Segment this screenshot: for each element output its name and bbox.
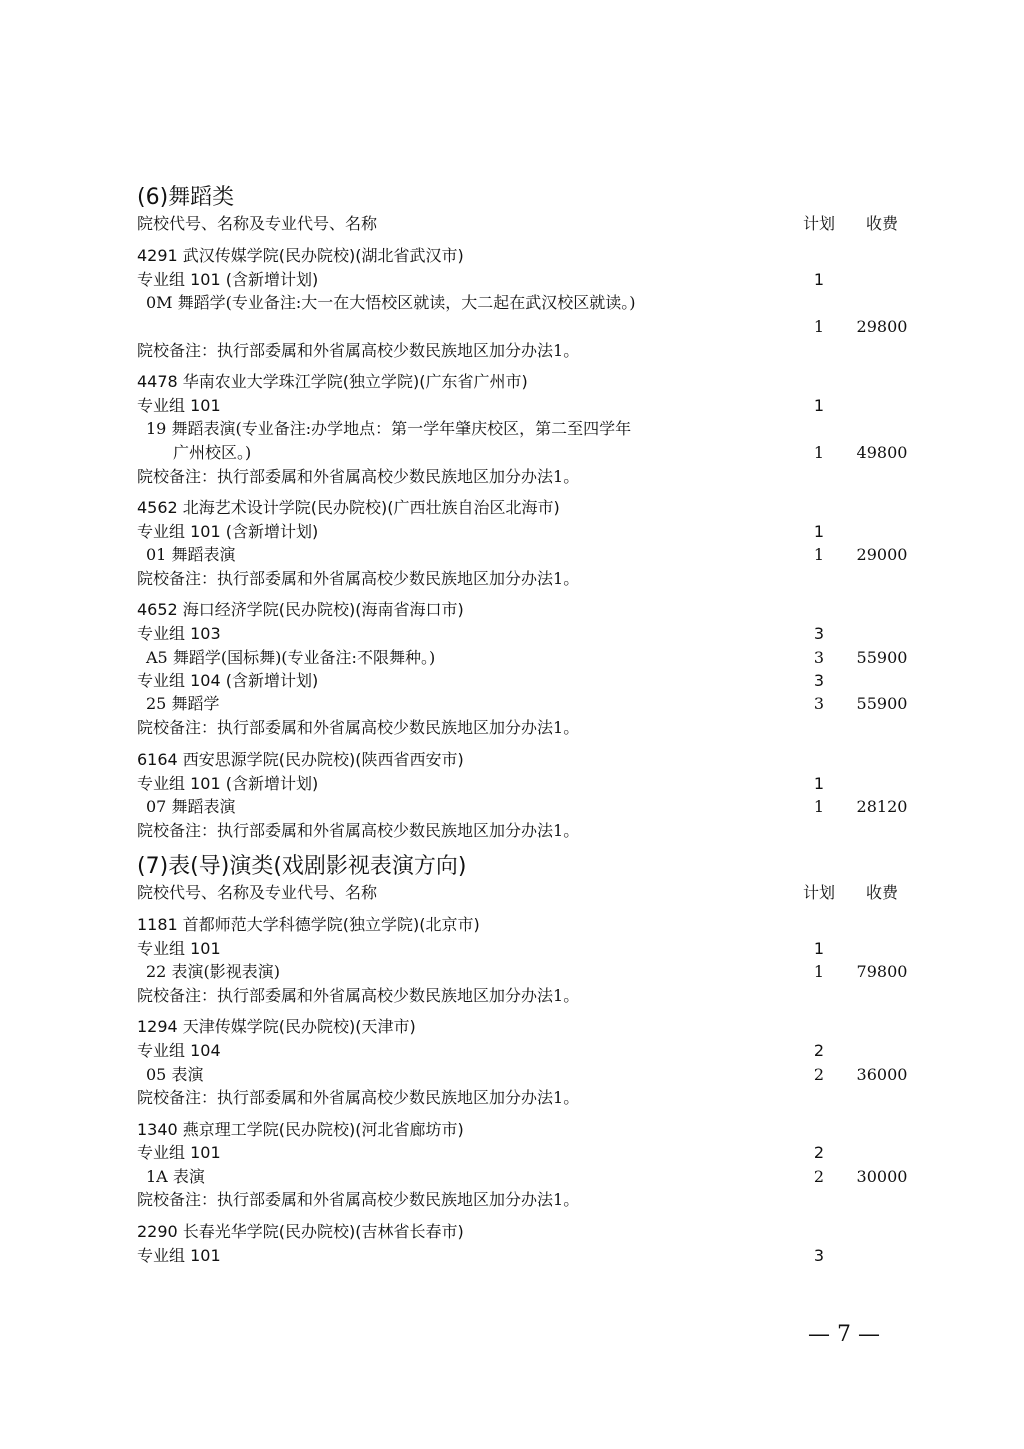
- institution-row: 6164 西安思源学院(民办院校)(陕西省西安市): [137, 750, 464, 769]
- plan-value: 2: [813, 1167, 825, 1186]
- column-header-row: [137, 212, 917, 236]
- plan-value: 3: [813, 648, 825, 667]
- plan-value: 3: [813, 694, 825, 713]
- plan-value: 1: [813, 396, 825, 415]
- remark-row: 院校备注：执行部委属和外省属高校少数民族地区加分办法1。: [137, 341, 580, 360]
- fee-value: 55900: [856, 694, 908, 713]
- institution-row: 4291 武汉传媒学院(民办院校)(湖北省武汉市): [137, 246, 464, 265]
- institution-row: 1294 天津传媒学院(民办院校)(天津市): [137, 1017, 416, 1036]
- major-row: 22 表演(影视表演) 1 79800: [137, 960, 917, 984]
- plan-value: 1: [813, 317, 825, 336]
- major-row: A5 舞蹈学(国标舞)(专业备注:不限舞种。) 3 55900: [137, 646, 917, 670]
- column-header-institution: 院校代号、名称及专业代号、名称: [137, 883, 378, 902]
- plan-value: 2: [813, 1143, 825, 1162]
- remark-row: 院校备注：执行部委属和外省属高校少数民族地区加分办法1。: [137, 718, 580, 737]
- plan-value: 1: [813, 522, 825, 541]
- section-title-performance: (7)表(导)演类(戏剧影视表演方向): [137, 854, 467, 879]
- institution-row: 1181 首都师范大学科德学院(独立学院)(北京市): [137, 915, 480, 934]
- plan-value: 3: [813, 1246, 825, 1265]
- column-header-row: [137, 881, 917, 905]
- major-group-row: 专业组 101 1: [137, 937, 917, 961]
- major-row-continued: 广州校区。) 1 49800: [137, 441, 917, 465]
- major-group-row: 专业组 101 3: [137, 1244, 917, 1268]
- column-header-plan: 计划: [802, 883, 835, 902]
- fee-value: 29000: [856, 545, 908, 564]
- remark-row: 院校备注：执行部委属和外省属高校少数民族地区加分办法1。: [137, 821, 580, 840]
- fee-value: 79800: [856, 962, 908, 981]
- plan-value: 1: [813, 962, 825, 981]
- institution-row: 4652 海口经济学院(民办院校)(海南省海口市): [137, 600, 464, 619]
- column-header-plan: 计划: [802, 214, 835, 233]
- major-group-row: 专业组 101 (含新增计划) 1: [137, 268, 917, 292]
- major-row: 0M 舞蹈学(专业备注:大一在大悟校区就读，大二起在武汉校区就读。): [146, 293, 636, 312]
- section-title-dance: (6)舞蹈类: [137, 185, 235, 210]
- plan-value: 1: [813, 774, 825, 793]
- institution-row: 4478 华南农业大学珠江学院(独立学院)(广东省广州市): [137, 372, 528, 391]
- major-row: 01 舞蹈表演 1 29000: [137, 543, 917, 567]
- fee-value: 55900: [856, 648, 908, 667]
- plan-value: 3: [813, 671, 825, 690]
- institution-row: 1340 燕京理工学院(民办院校)(河北省廊坊市): [137, 1120, 464, 1139]
- remark-row: 院校备注：执行部委属和外省属高校少数民族地区加分办法1。: [137, 1088, 580, 1107]
- fee-value: 36000: [856, 1065, 908, 1084]
- institution-row: 4562 北海艺术设计学院(民办院校)(广西壮族自治区北海市): [137, 498, 560, 517]
- remark-row: 院校备注：执行部委属和外省属高校少数民族地区加分办法1。: [137, 1190, 580, 1209]
- plan-value: 2: [813, 1041, 825, 1060]
- plan-value: 1: [813, 443, 825, 462]
- plan-value: 1: [813, 545, 825, 564]
- plan-value: 3: [813, 624, 825, 643]
- major-group-row: 专业组 104 (含新增计划) 3: [137, 669, 917, 693]
- fee-value: 49800: [856, 443, 908, 462]
- major-group-row: 专业组 101 (含新增计划) 1: [137, 520, 917, 544]
- major-row: 25 舞蹈学 3 55900: [137, 692, 917, 716]
- major-group-row: 专业组 101 (含新增计划) 1: [137, 772, 917, 796]
- major-group-row: 专业组 101 2: [137, 1141, 917, 1165]
- column-header-institution: 院校代号、名称及专业代号、名称: [137, 214, 378, 233]
- fee-value: 28120: [856, 797, 908, 816]
- fee-value: 30000: [856, 1167, 908, 1186]
- major-row: 19 舞蹈表演(专业备注:办学地点：第一学年肇庆校区，第二至四学年: [146, 419, 632, 438]
- major-row-values: [137, 315, 917, 339]
- remark-row: 院校备注：执行部委属和外省属高校少数民族地区加分办法1。: [137, 467, 580, 486]
- plan-value: 1: [813, 939, 825, 958]
- fee-value: 29800: [856, 317, 908, 336]
- plan-value: 1: [813, 797, 825, 816]
- plan-value: 1: [813, 270, 825, 289]
- column-header-fee: 收费: [865, 214, 898, 233]
- remark-row: 院校备注：执行部委属和外省属高校少数民族地区加分办法1。: [137, 569, 580, 588]
- institution-row: 2290 长春光华学院(民办院校)(吉林省长春市): [137, 1222, 464, 1241]
- page-number: — 7 —: [808, 1322, 880, 1347]
- major-group-row: 专业组 104 2: [137, 1039, 917, 1063]
- major-row: 05 表演 2 36000: [137, 1063, 917, 1087]
- major-row: 1A 表演 2 30000: [137, 1165, 917, 1189]
- plan-value: 2: [813, 1065, 825, 1084]
- major-group-row: 专业组 101 1: [137, 394, 917, 418]
- remark-row: 院校备注：执行部委属和外省属高校少数民族地区加分办法1。: [137, 986, 580, 1005]
- column-header-fee: 收费: [865, 883, 898, 902]
- major-group-row: 专业组 103 3: [137, 622, 917, 646]
- major-row: 07 舞蹈表演 1 28120: [137, 795, 917, 819]
